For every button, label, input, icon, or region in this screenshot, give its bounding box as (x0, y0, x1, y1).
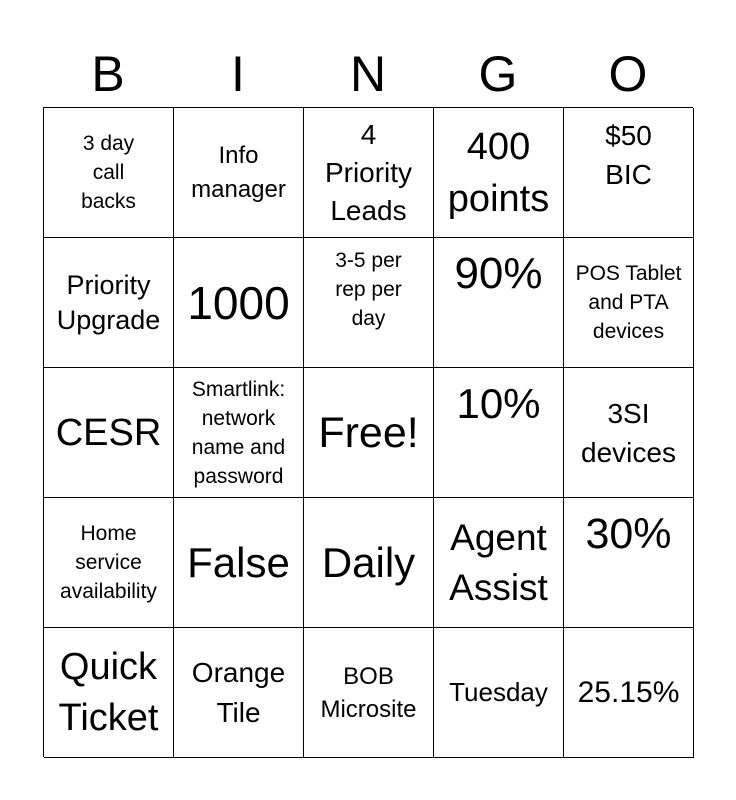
bingo-board (43, 107, 693, 757)
header-letter-o: O (608, 46, 648, 102)
cell-text: Agent Assist (449, 516, 548, 608)
header-letter-g: G (478, 46, 518, 102)
cell-text: 10% (456, 380, 541, 427)
cell-text: Daily (321, 538, 416, 586)
cell-text: $50 BIC (605, 120, 652, 190)
bingo-cell[interactable] (564, 238, 694, 368)
bingo-cell[interactable] (44, 108, 174, 238)
bingo-cell[interactable] (174, 628, 304, 758)
cell-text: Tuesday (449, 677, 548, 707)
bingo-cell[interactable] (434, 628, 564, 758)
cell-text: 4 Priority Leads (324, 118, 413, 226)
bingo-cell[interactable] (434, 368, 564, 498)
cell-text: 400 points (447, 125, 550, 220)
bingo-cell[interactable] (174, 498, 304, 628)
bingo-cell[interactable] (174, 108, 304, 238)
header-letter-i: I (231, 46, 245, 102)
bingo-cell[interactable] (564, 498, 694, 628)
bingo-header (43, 40, 693, 108)
cell-text: CESR (55, 411, 162, 454)
bingo-cell[interactable] (174, 368, 304, 498)
cell-text: 25.15% (577, 675, 680, 709)
bingo-cell[interactable] (564, 368, 694, 498)
cell-text: POS Tablet and PTA devices (575, 262, 682, 343)
cell-text: Home service availability (60, 522, 157, 603)
cell-text: 3SI devices (581, 397, 676, 468)
cell-text: 3-5 per rep per day (335, 249, 402, 330)
cell-text: 1000 (187, 276, 290, 329)
cell-text: Info manager (191, 141, 286, 203)
cell-text: Orange Tile (191, 656, 286, 728)
cell-text: 90% (454, 249, 543, 298)
bingo-cell[interactable] (44, 368, 174, 498)
bingo-cell[interactable] (304, 628, 434, 758)
cell-text: 3 day call backs (81, 132, 136, 213)
bingo-cell[interactable] (304, 238, 434, 368)
cell-text: Quick Ticket (58, 645, 159, 739)
cell-text: Priority Upgrade (56, 269, 161, 335)
bingo-cell[interactable] (304, 498, 434, 628)
bingo-cell[interactable] (434, 238, 564, 368)
bingo-cell[interactable] (174, 238, 304, 368)
bingo-cell[interactable] (434, 498, 564, 628)
bingo-cell[interactable] (304, 108, 434, 238)
header-letter-n: N (349, 46, 387, 102)
cell-text: Smartlink: network name and password (191, 377, 286, 488)
cell-text: Free! (318, 408, 419, 457)
cell-text: 30% (585, 510, 672, 558)
cell-text: False (187, 538, 290, 586)
bingo-cell[interactable] (304, 368, 434, 498)
header-letter-b: B (91, 46, 125, 102)
bingo-cell[interactable] (564, 108, 694, 238)
bingo-cell[interactable] (44, 238, 174, 368)
bingo-cell[interactable] (44, 628, 174, 758)
bingo-cell[interactable] (44, 498, 174, 628)
bingo-cell[interactable] (564, 628, 694, 758)
bingo-cell[interactable] (434, 108, 564, 238)
cell-text: BOB Microsite (320, 662, 417, 723)
